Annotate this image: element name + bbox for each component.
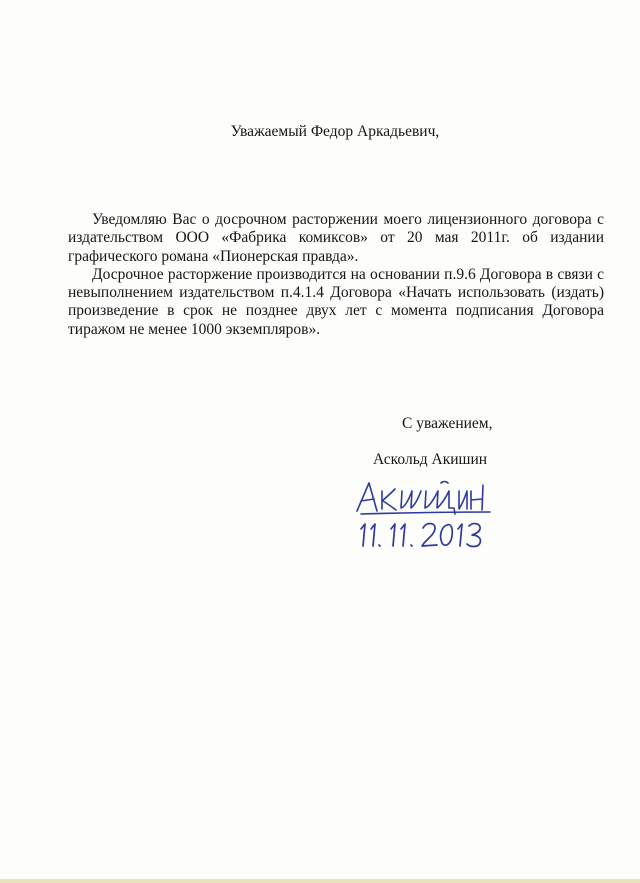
paragraph-notice: Уведомляю Вас о досрочном расторжении моего лицензионного договора с издательством ООО «Фабрика комиксов» от 20 мая 2011г. об издании графического романа «Пионерская правда». [68,211,604,265]
handwritten-signature [355,477,500,517]
paper-bottom-edge [0,879,640,883]
signer-name: Аскольд Акишин [373,451,488,468]
closing: С уважением, [402,415,493,432]
letter-body [68,211,604,339]
handwritten-date [355,519,500,549]
paragraph-grounds: Досрочное расторжение производится на основании п.9.6 Договора в связи с невыполнением издательством п.4.1.4 Договора «Начать использовать (издать) произведение в срок не позднее двух лет с момента подписания Договора тиражом не менее 1000 экземпляров». [68,265,604,338]
salutation: Уважаемый Федор Аркадьевич, [230,123,440,140]
